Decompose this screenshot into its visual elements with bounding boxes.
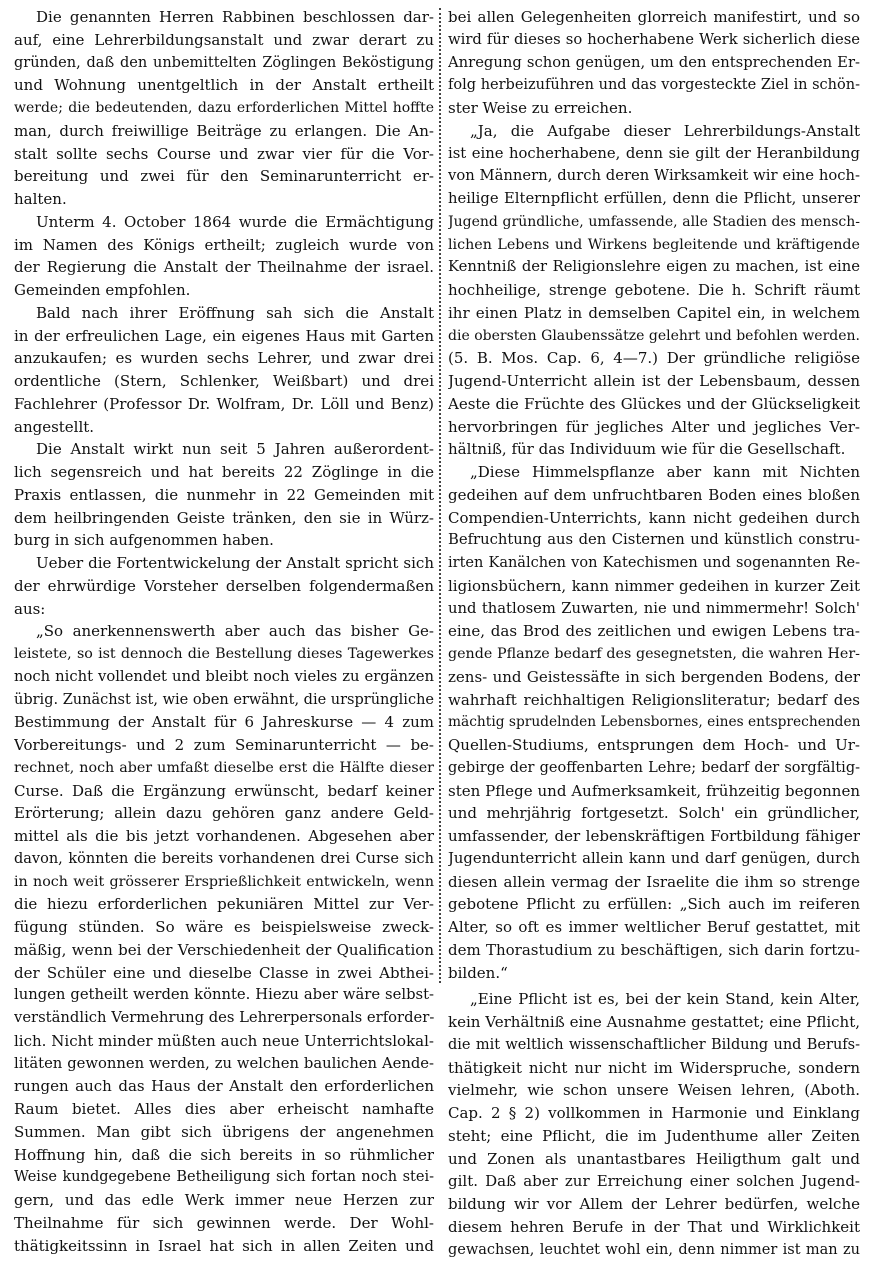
text-line: auf, eine Lehrerbildungsanstalt und zwar derart zu (14, 29, 434, 52)
text-line: aus: (14, 598, 434, 621)
text-line: litäten gewonnen werden, zu welchen baulichen Aende- (14, 1053, 434, 1076)
text-line: anzukaufen; es wurden sechs Lehrer, und zwar drei (14, 347, 434, 370)
text-line: bildung wir vor Allem der Lehrer bedürfen, welche (448, 1193, 860, 1216)
text-line: Ueber die Fortentwickelung der Anstalt spricht sich (14, 552, 434, 575)
text-line: Die genannten Herren Rabbinen beschlossen dar- (14, 6, 434, 29)
text-line: Die Anstalt wirkt nun seit 5 Jahren außerordent- (14, 438, 434, 461)
text-line: der ehrwürdige Vorsteher derselben folgendermaßen (14, 575, 434, 598)
text-line: Aeste die Früchte des Glückes und der Glückseligkeit (448, 393, 860, 416)
text-line: Bald nach ihrer Eröffnung sah sich die Anstalt (14, 302, 434, 325)
text-line: gende Pflanze bedarf des gesegnetsten, die wahren Her- (448, 643, 860, 666)
text-line: in noch weit grösserer Ersprießlichkeit entwickeln, wenn (14, 871, 434, 894)
text-line: lichen Lebens und Wirkens begleitende und kräftigende (448, 234, 860, 257)
text-line: ihr einen Platz in demselben Capitel ein, in welchem (448, 302, 860, 325)
text-line: hervorbringen für jegliches Alter und jegliches Ver- (448, 416, 860, 439)
text-line: eine, das Brod des zeitlichen und ewigen Lebens tra- (448, 620, 860, 643)
text-line: Unterm 4. October 1864 wurde die Ermächtigung (14, 211, 434, 234)
text-line: „Ja, die Aufgabe dieser Lehrerbildungs-Anstalt (448, 120, 860, 143)
text-line: ordentliche (Stern, Schlenker, Weißbart) und drei (14, 370, 434, 393)
text-line: kein Verhältniß eine Ausnahme gestattet; eine Pflicht, (448, 1011, 860, 1034)
text-line: und thatlosem Zuwarten, nie und nimmermehr! Solch' (448, 598, 860, 621)
text-line: ist eine hocherhabene, denn sie gilt der Heranbildung (448, 143, 860, 166)
text-line: gern, und das edle Werk immer neue Herzen zur (14, 1189, 434, 1212)
text-line: der Schüler eine und dieselbe Classe in zwei Abthei- (14, 962, 434, 985)
text-line: übrig. Zunächst ist, wie oben erwähnt, die ursprüngliche (14, 689, 434, 712)
text-line: Alter, so oft es immer weltlicher Beruf gestattet, mit (448, 916, 860, 939)
text-line: die obersten Glaubenssätze gelehrt und befohlen werden. (448, 325, 860, 348)
text-line: wird für dieses so hocherhabene Werk sicherlich diese (448, 29, 860, 52)
text-line: bereitung und zwei für den Seminarunterricht er- (14, 165, 434, 188)
text-line: thätigkeitssinn in Israel hat sich in allen Zeiten und (14, 1235, 434, 1258)
text-line: von Männern, durch deren Wirksamkeit wir eine hoch- (448, 165, 860, 188)
text-line: noch nicht vollendet und bleibt noch vieles zu ergänzen (14, 666, 434, 689)
text-line: die hiezu erforderlichen pekuniären Mittel zur Ver- (14, 893, 434, 916)
text-line: in der erfreulichen Lage, ein eigenes Haus mit Garten (14, 325, 434, 348)
text-line: Weise kundgegebene Betheiligung sich fortan noch stei- (14, 1166, 434, 1189)
text-line: Jugend-Unterricht allein ist der Lebensbaum, dessen (448, 370, 860, 393)
text-line: Curse. Daß die Ergänzung erwünscht, bedarf keiner (14, 780, 434, 803)
text-line: Summen. Man gibt sich übrigens der angenehmen (14, 1121, 434, 1144)
text-line: lich segensreich und hat bereits 22 Zöglinge in die (14, 461, 434, 484)
text-line: gilt. Daß aber zur Erreichung einer solchen Jugend- (448, 1170, 860, 1193)
text-line: diesem hehren Berufe in der That und Wirklichkeit (448, 1216, 860, 1239)
text-line: lungen getheilt werden könnte. Hiezu aber wäre selbst- (14, 984, 434, 1007)
text-line: zens- und Geistessäfte in sich bergenden Bodens, der (448, 666, 860, 689)
text-line: heilige Elternpflicht erfüllen, denn die Pflicht, unserer (448, 188, 860, 211)
text-line: stalt sollte sechs Course und zwar vier für die Vor- (14, 143, 434, 166)
text-line: mäßig, wenn bei der Verschiedenheit der Qualification (14, 939, 434, 962)
text-line: rungen auch das Haus der Anstalt den erforderlichen (14, 1075, 434, 1098)
text-line: „So anerkennenswerth aber auch das bisher Ge- (14, 620, 434, 643)
text-line: hältniß, für das Individuum wie für die Gesellschaft. (448, 438, 860, 461)
text-line: „Eine Pflicht ist es, bei der kein Stand, kein Alter, (448, 988, 860, 1011)
text-line: Hoffnung hin, daß die sich bereits in so rühmlicher (14, 1144, 434, 1167)
text-line: Jugend gründliche, umfassende, alle Stadien des mensch- (448, 211, 860, 234)
text-line: werde; die bedeutenden, dazu erforderlichen Mittel hoffte (14, 97, 434, 120)
right-text-column (448, 6, 860, 1261)
text-line: thätigkeit nicht nur nicht im Widerspruche, sondern (448, 1057, 860, 1080)
text-line: Quellen-Studiums, entsprungen dem Hoch- und Ur- (448, 734, 860, 757)
text-line: irten Kanälchen von Katechismen und sogenannten Re- (448, 552, 860, 575)
text-line: und mehrjährig fortgesetzt. Solch' ein gründlicher, (448, 802, 860, 825)
text-line: gedeihen auf dem unfruchtbaren Boden eines bloßen (448, 484, 860, 507)
text-line: dem Thorastudium zu beschäftigen, sich darin fortzu- (448, 939, 860, 962)
text-line: Theilnahme für sich gewinnen werde. Der Wohl- (14, 1212, 434, 1235)
text-line: lich. Nicht minder müßten auch neue Unterrichtslokal- (14, 1030, 434, 1053)
text-line: (5. B. Mos. Cap. 6, 4—7.) Der gründliche religiöse (448, 347, 860, 370)
text-line: vielmehr, wie schon unsere Weisen lehren, (Aboth. (448, 1079, 860, 1102)
text-line: ligionsbüchern, kann nimmer gedeihen in kurzer Zeit (448, 575, 860, 598)
text-line: steht; eine Pflicht, die im Judenthume aller Zeiten (448, 1125, 860, 1148)
text-line: mächtig sprudelnden Lebensbornes, eines entsprechenden (448, 711, 860, 734)
text-line: gründen, daß den unbemittelten Zöglingen Beköstigung (14, 52, 434, 75)
text-line: sten Pflege und Aufmerksamkeit, frühzeitig begonnen (448, 780, 860, 803)
text-line: man, durch freiwillige Beiträge zu erlangen. Die An- (14, 120, 434, 143)
text-line: Bestimmung der Anstalt für 6 Jahreskurse — 4 zum (14, 711, 434, 734)
text-line: gebirge der geoffenbarten Lehre; bedarf der sorgfältig- (448, 757, 860, 780)
text-line: umfassender, der lebenskräftigen Fortbildung fähiger (448, 825, 860, 848)
text-line: fügung stünden. So wäre es beispielsweise zweck- (14, 916, 434, 939)
text-line: angestellt. (14, 416, 434, 439)
text-line: diesen allein vermag der Israelite die ihm so strenge (448, 871, 860, 894)
text-line: Fachlehrer (Professor Dr. Wolfram, Dr. Löll und Benz) (14, 393, 434, 416)
text-line: Befruchtung aus den Cisternen und künstlich constru- (448, 529, 860, 552)
text-line: Cap. 2 § 2) vollkommen in Harmonie und Einklang (448, 1102, 860, 1125)
text-line: und Wohnung unentgeltlich in der Anstalt ertheilt (14, 74, 434, 97)
text-line: bei allen Gelegenheiten glorreich manifestirt, und so (448, 6, 860, 29)
text-line: folg herbeizuführen und das vorgesteckte Ziel in schön- (448, 74, 860, 97)
text-line: gebotene Pflicht zu erfüllen: „Sich auch im reiferen (448, 893, 860, 916)
text-line: halten. (14, 188, 434, 211)
text-line: Gemeinden empfohlen. (14, 279, 434, 302)
text-line: der Regierung die Anstalt der Theilnahme der israel. (14, 256, 434, 279)
text-line: Anregung schon genügen, um den entsprechenden Er- (448, 52, 860, 75)
text-line: gewachsen, leuchtet wohl ein, denn nimmer ist man zu (448, 1239, 860, 1261)
column-divider (439, 8, 441, 983)
text-line: Praxis entlassen, die nunmehr in 22 Gemeinden mit (14, 484, 434, 507)
text-line: Raum bietet. Alles dies aber erheischt namhafte (14, 1098, 434, 1121)
text-line: mittel als die bis jetzt vorhandenen. Abgesehen aber (14, 825, 434, 848)
text-line: dem heilbringenden Geiste tränken, den sie in Würz- (14, 507, 434, 530)
text-line: bilden.“ (448, 962, 860, 985)
text-line: ster Weise zu erreichen. (448, 97, 860, 120)
text-line: im Namen des Königs ertheilt; zugleich wurde von (14, 234, 434, 257)
text-line: rechnet, noch aber umfaßt dieselbe erst die Hälfte dieser (14, 757, 434, 780)
text-line: Compendien-Unterrichts, kann nicht gedeihen durch (448, 507, 860, 530)
left-text-column (14, 6, 434, 1257)
text-line: Kenntniß der Religionslehre eigen zu machen, ist eine (448, 256, 860, 279)
text-line: Erörterung; allein dazu gehören ganz andere Geld- (14, 802, 434, 825)
text-line: die mit weltlich wissenschaftlicher Bildung und Berufs- (448, 1034, 860, 1057)
text-line: „Diese Himmelspflanze aber kann mit Nichten (448, 461, 860, 484)
text-line: Jugendunterricht allein kann und darf genügen, durch (448, 848, 860, 871)
text-line: hochheilige, strenge gebotene. Die h. Schrift räumt (448, 279, 860, 302)
text-line: burg in sich aufgenommen haben. (14, 529, 434, 552)
text-line: davon, könnten die bereits vorhandenen drei Curse sich (14, 848, 434, 871)
text-line: wahrhaft reichhaltigen Religionsliteratur; bedarf des (448, 689, 860, 712)
text-line: und Zonen als unantastbares Heiligthum galt und (448, 1148, 860, 1171)
text-line: verständlich Vermehrung des Lehrerpersonals erforder- (14, 1007, 434, 1030)
text-line: Vorbereitungs- und 2 zum Seminarunterricht — be- (14, 734, 434, 757)
text-line: leistete, so ist dennoch die Bestellung dieses Tagewerkes (14, 643, 434, 666)
